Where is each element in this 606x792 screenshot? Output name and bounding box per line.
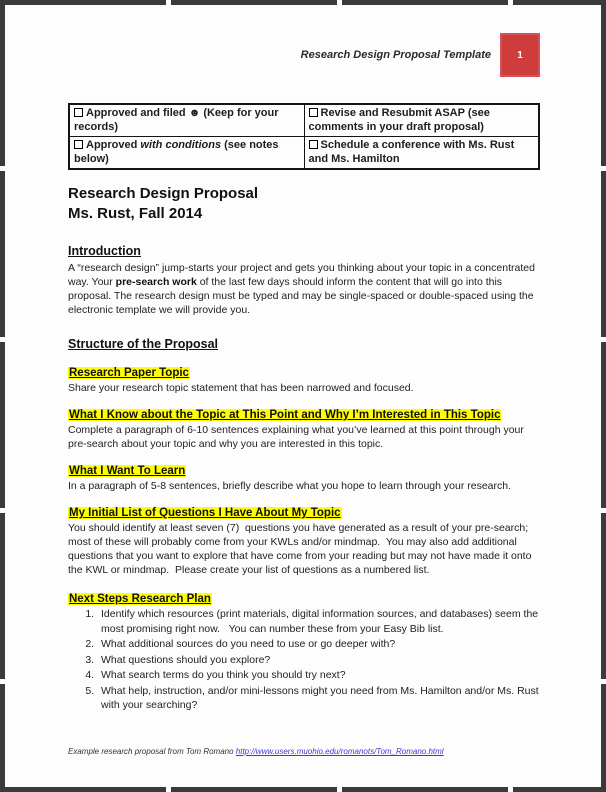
section-body: Share your research topic statement that has been narrowed and focused. <box>68 382 414 394</box>
status-table <box>68 103 540 170</box>
section-heading: Research Paper Topic <box>69 367 189 379</box>
heading-introduction: Introduction <box>68 244 141 258</box>
list-item: 1. Identify which resources (print materials, digital information sources, and databases) seem the most promising right now. You can number these from your Easy Bib list. <box>97 607 540 636</box>
next-steps-list <box>68 607 540 713</box>
footer-note <box>68 747 444 756</box>
proposal-title: Research Design Proposal <box>68 185 259 202</box>
list-item: 4. What search terms do you think you should try next? <box>97 668 540 683</box>
intro-text: A “research design” jump-starts your project and gets you thinking about your topic in a concentrated way. Your <box>68 262 538 288</box>
list-item: 2. What additional sources do you need to use or go deeper with? <box>97 637 540 652</box>
status-cell-approved-filed <box>69 104 304 137</box>
section-body: Complete a paragraph of 6-10 sentences explaining what you’ve learned at this point through your pre-search about your topic and why you are interested in this topic. <box>68 424 527 450</box>
section-next-steps-plan <box>68 593 540 713</box>
page-border-top <box>0 0 606 5</box>
status-table-row <box>69 137 539 170</box>
status-text: (Keep for your records) <box>74 107 279 133</box>
status-text: Revise and Resubmit ASAP (see comments in your draft proposal) <box>308 107 490 133</box>
status-cell-schedule-conference <box>304 137 539 170</box>
document-content <box>68 33 540 714</box>
status-cell-revise-resubmit <box>304 104 539 137</box>
intro-text-bold: pre-search work <box>115 276 197 288</box>
list-item: 5. What help, instruction, and/or mini-lessons might you need from Ms. Hamilton and/or Ms. Rust with your searching? <box>97 684 540 713</box>
page-border-right <box>601 0 606 792</box>
checkbox-icon[interactable] <box>74 108 83 117</box>
page-border-left <box>0 0 5 792</box>
section-heading: What I Know about the Topic at This Point and Why I’m Interested in This Topic <box>69 409 501 421</box>
list-item: 3. What questions should you explore? <box>97 653 540 668</box>
checkbox-icon[interactable] <box>309 140 318 149</box>
status-table-row <box>69 104 539 137</box>
section-heading: What I Want To Learn <box>69 465 186 477</box>
section-body: In a paragraph of 5-8 sentences, briefly describe what you hope to learn through your research. <box>68 480 512 492</box>
status-cell-approved-conditions <box>69 137 304 170</box>
section-research-paper-topic <box>68 367 540 395</box>
checkbox-icon[interactable] <box>309 108 318 117</box>
section-initial-questions <box>68 507 540 577</box>
heading-structure-of-proposal: Structure of the Proposal <box>68 337 219 351</box>
section-what-i-want-to-learn <box>68 465 540 493</box>
status-text: Approved <box>86 139 141 151</box>
status-text: Approved and filed <box>86 107 189 119</box>
status-text-italic: with conditions <box>140 139 222 151</box>
page-border-bottom <box>0 787 606 792</box>
intro-text: of the last few days should inform the content that will go into this proposal. The research design must be typed and may be single-spaced or double-spaced using the electronic template we will provide you. <box>68 276 537 316</box>
section-body: You should identify at least seven (7) questions you have generated as a result of your pre-search; most of these will probably come from your KWLs and/or mindmap. You may also add additional questions that you want to explore that have come from your reading but may not have made it onto the KWL or mindmap. Please create your list of questions as a numbered list. <box>68 522 535 576</box>
footer-link[interactable]: http://www.users.muohio.edu/romanots/Tom_Romano.html <box>235 747 444 756</box>
checkbox-icon[interactable] <box>74 140 83 149</box>
smiley-icon: ☻ <box>188 107 201 119</box>
document-header <box>68 33 540 77</box>
proposal-title-block <box>68 184 540 224</box>
page-number-badge: 1 <box>500 33 540 77</box>
footer-text: Example research proposal from Tom Romano <box>68 747 236 756</box>
introduction-paragraph <box>68 261 540 317</box>
status-text: Schedule a conference with Ms. Rust and Ms. Hamilton <box>308 139 515 165</box>
section-heading: Next Steps Research Plan <box>69 593 211 605</box>
section-heading: My Initial List of Questions I Have About My Topic <box>69 507 341 519</box>
proposal-subtitle: Ms. Rust, Fall 2014 <box>68 205 203 222</box>
section-what-i-know <box>68 409 540 451</box>
header-title: Research Design Proposal Template <box>300 49 491 61</box>
status-text: (see notes below) <box>74 139 279 165</box>
